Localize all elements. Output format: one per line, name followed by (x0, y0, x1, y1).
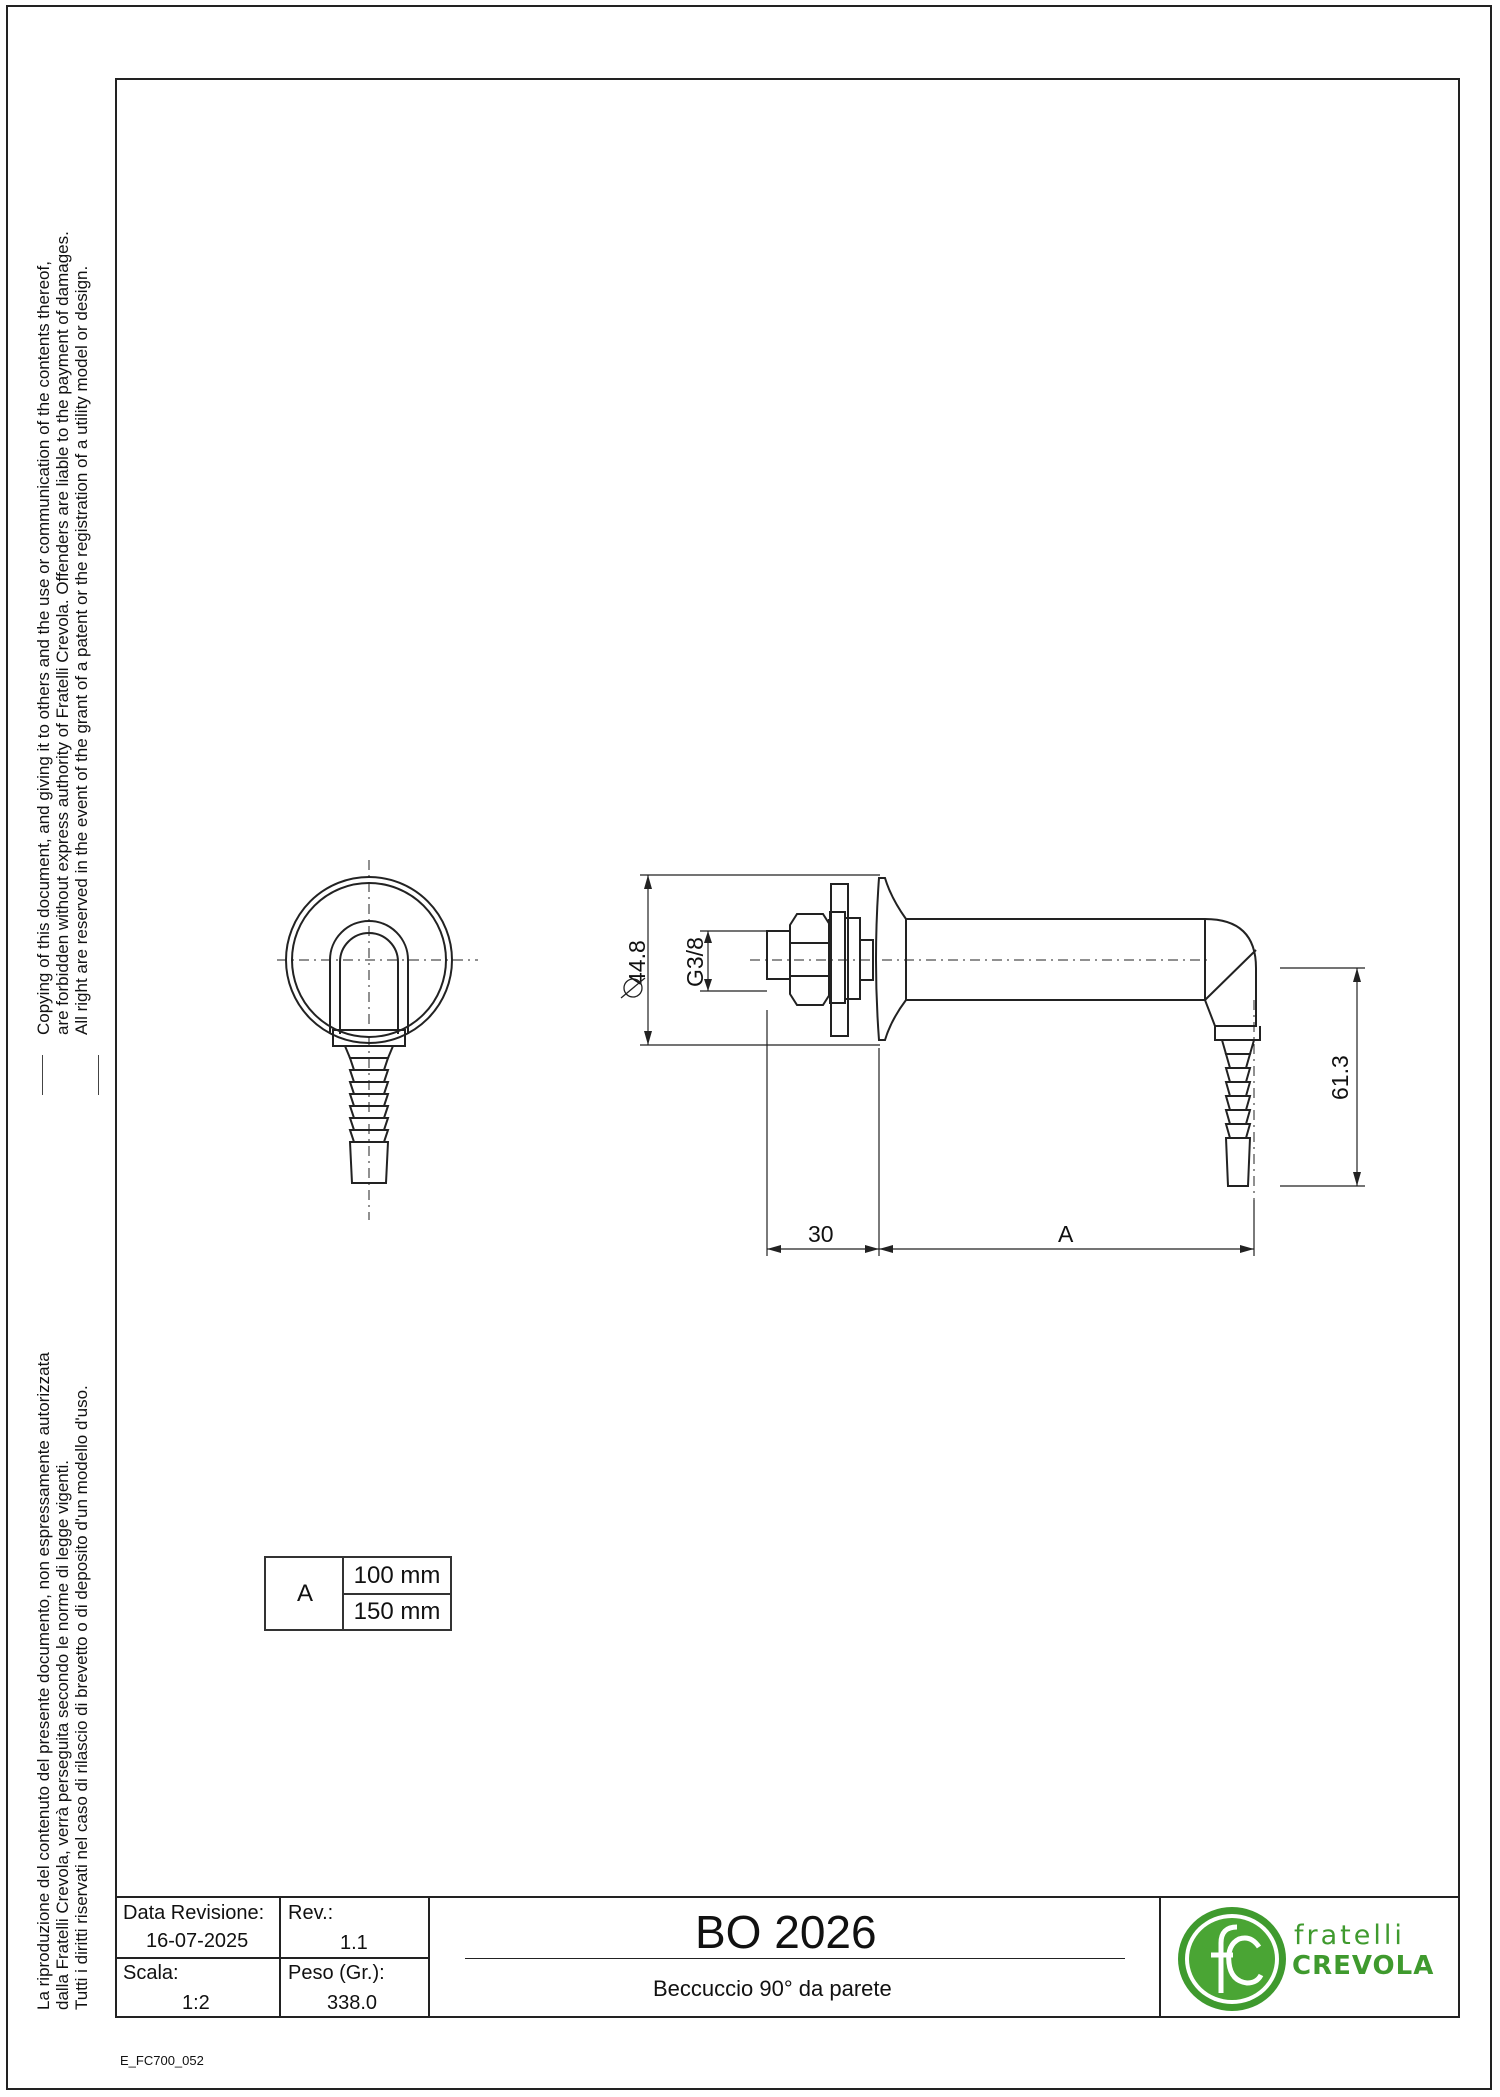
notice-en-line-1: Copying of this document, and giving it to others and the use or communication of the contents thereof, (34, 261, 53, 1035)
size-table-label: A (264, 1556, 344, 1631)
fratelli-crevola-logo (1175, 1905, 1290, 2013)
dim-diameter-label: 44.8 (624, 940, 650, 985)
front-view (277, 860, 478, 1220)
dim-length-label: A (1058, 1221, 1074, 1247)
product-description: Beccuccio 90° da parete (653, 1976, 892, 2001)
side-view (750, 878, 1260, 1210)
notice-it-line-1: La riproduzione del contenuto del presente documento, non espressamente autorizzata (34, 1352, 53, 2010)
date-revision-label: Data Revisione: (123, 1902, 265, 1924)
product-code: BO 2026 (695, 1906, 877, 1958)
brand-name-line-1: fratelli (1294, 1920, 1405, 1951)
notice-en-line-3: All right are reserved in the event of the grant of a patent or the registration of a utility model or design. (72, 265, 91, 1035)
weight-label: Peso (Gr.): (288, 1962, 385, 1984)
weight-value: 338.0 (327, 1992, 378, 2014)
dim-offset-label: 30 (808, 1221, 834, 1247)
size-table-value-2: 150 mm (342, 1593, 452, 1631)
document-footer-code: E_FC700_052 (120, 2053, 204, 2068)
scale-label: Scala: (123, 1962, 179, 1984)
title-block-mid-rule (115, 1957, 430, 1959)
dimension-arrows (644, 875, 1361, 1253)
dimension-lines (640, 875, 1365, 1256)
date-revision-value: 16-07-2025 (146, 1930, 249, 1952)
revision-label: Rev.: (288, 1902, 334, 1924)
dim-thread-label: G3/8 (682, 937, 708, 987)
title-block-divider (1159, 1896, 1161, 2018)
notice-it-line-2: dalla Fratelli Crevola, verrà perseguita secondo le norme di legge vigenti. (53, 1460, 72, 2010)
scale-value: 1:2 (182, 1992, 210, 2014)
logo-mark-icon (1175, 1905, 1290, 2013)
revision-value: 1.1 (340, 1932, 368, 1954)
dim-height-label: 61.3 (1327, 1055, 1353, 1100)
notice-en-line-2: are forbidden without express authority of Fratelli Crevola. Offenders are liable to the payment of damages. (53, 231, 72, 1035)
brand-name-line-2: CREVOLA (1292, 1951, 1435, 1981)
notice-it-line-3: Tutti i diritti riservati nel caso di rilascio di brevetto o di deposito d'un modello d'uso. (72, 1385, 91, 2010)
title-block-top-rule (115, 1896, 1460, 1898)
size-table-value-1: 100 mm (342, 1556, 452, 1595)
